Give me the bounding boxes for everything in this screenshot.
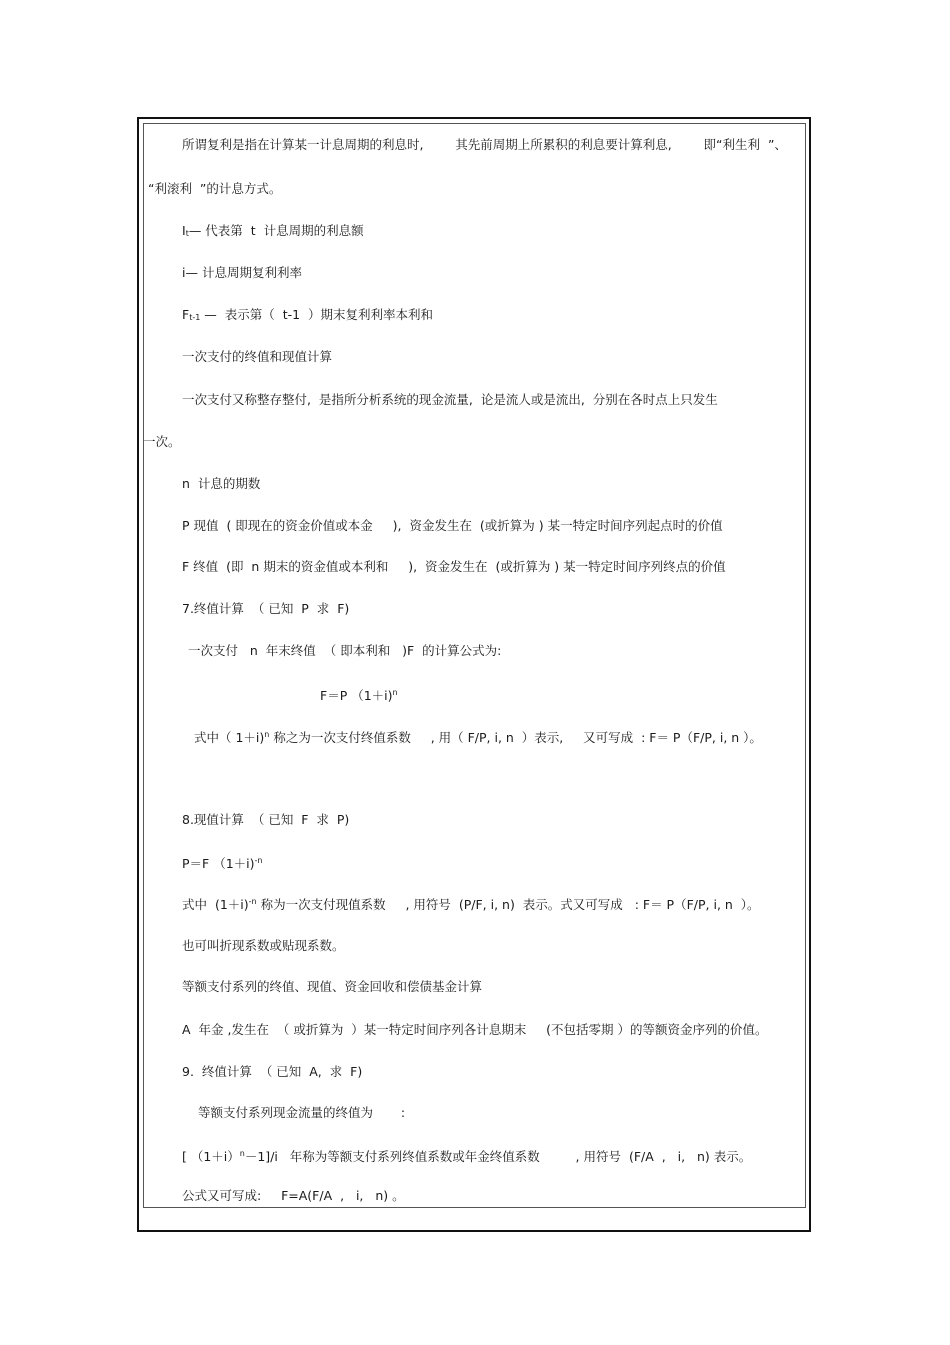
heading-uniform-series: 等额支付系列的终值、现值、资金回收和偿债基金计算 [182, 979, 483, 994]
formula-future-value-base: F＝P （1＋i) [320, 688, 393, 703]
definition-ft-1-text: — 表示第（ t-1 ）期末复利利率本利和 [200, 307, 434, 322]
definition-a: A 年金 ,发生在 （ 或折算为 ）某一特定时间序列各计息期末 (不包括零期 ）的等额资金序列的价值。 [182, 1022, 768, 1037]
subscript-t-1: t-1 [189, 313, 201, 322]
formula-future-value [320, 685, 398, 704]
heading-present-value: 8.现值计算 （ 已知 F 求 P) [182, 812, 350, 827]
factor-base: [ （1＋i） [182, 1149, 240, 1164]
factor-text: 称之为一次支付终值系数 , 用（ F/P, i, n ）表示, 又可写成 : F＝ P（F/P, i, n ）。 [269, 730, 762, 745]
paragraph-uniform-future-value-formula: 公式又可写成: F=A(F/A , i, n) 。 [182, 1188, 405, 1203]
definition-p: P 现值 ( 即现在的资金价值或本金 ), 资金发生在 (或折算为 ) 某一特定时间序列起点时的价值 [182, 518, 723, 533]
paragraph-compound-interest-definition-cont: “利滚利 ”的计息方式。 [148, 181, 282, 196]
paragraph-uniform-future-value-intro: 等额支付系列现金流量的终值为 : [198, 1105, 406, 1120]
definition-it [182, 223, 364, 242]
paragraph-single-payment-cont: 一次。 [143, 434, 181, 449]
heading-future-value: 7.终值计算 （ 已知 P 求 F) [182, 601, 350, 616]
var-i: I [182, 223, 186, 238]
definition-i: i— 计息周期复利利率 [182, 265, 302, 280]
exponent-n: n [392, 688, 398, 697]
paragraph-uniform-future-value-factor [182, 1146, 751, 1165]
heading-uniform-future-value: 9. 终值计算 （ 已知 A, 求 F) [182, 1064, 363, 1079]
factor-base: 式中 (1＋i) [182, 897, 249, 912]
paragraph-single-payment: 一次支付又称整存整付, 是指所分析系统的现金流量, 论是流人或是流出, 分别在各时点上只发生 [182, 392, 718, 407]
exponent-neg-n: -n [248, 897, 257, 906]
exponent-n: n [264, 730, 270, 739]
paragraph-future-value-formula-intro: 一次支付 n 年末终值 （ 即本利和 )F 的计算公式为: [188, 643, 502, 658]
definition-n: n 计息的期数 [182, 476, 261, 491]
exponent-n: n [239, 1149, 245, 1158]
paragraph-present-value-factor [182, 894, 760, 913]
factor-text: 称为一次支付现值系数 , 用符号 (P/F, i, n) 表示。式又可写成 : F＝ P（F/P, i, n ）。 [256, 897, 760, 912]
paragraph-compound-interest-definition: 所谓复利是指在计算某一计息周期的利息时, 其先前周期上所累积的利息要计算利息, 即“利生利 ”、 [182, 137, 787, 152]
definition-it-text: — 代表第 t 计息周期的利息额 [188, 223, 364, 238]
inner-cell-border [143, 123, 806, 1208]
paragraph-future-value-factor [194, 727, 762, 746]
definition-f: F 终值 (即 n 期末的资金值或本利和 ), 资金发生在 (或折算为 ) 某一特定时间序列终点的价值 [182, 559, 726, 574]
factor-base: 式中（ 1＋i) [194, 730, 265, 745]
factor-text: －1]/i 年称为等额支付系列终值系数或年金终值系数 , 用符号 (F/A , i, n) 表示。 [244, 1149, 752, 1164]
var-f: F [182, 307, 190, 322]
formula-present-value [182, 853, 262, 872]
formula-present-value-base: P＝F （1＋i) [182, 856, 255, 871]
definition-ft-1 [182, 307, 433, 326]
heading-single-payment: 一次支付的终值和现值计算 [182, 349, 333, 364]
exponent-neg-n: -n [254, 856, 263, 865]
paragraph-discount-factor: 也可叫折现系数或贴现系数。 [182, 938, 345, 953]
subscript-t: t [185, 229, 189, 238]
